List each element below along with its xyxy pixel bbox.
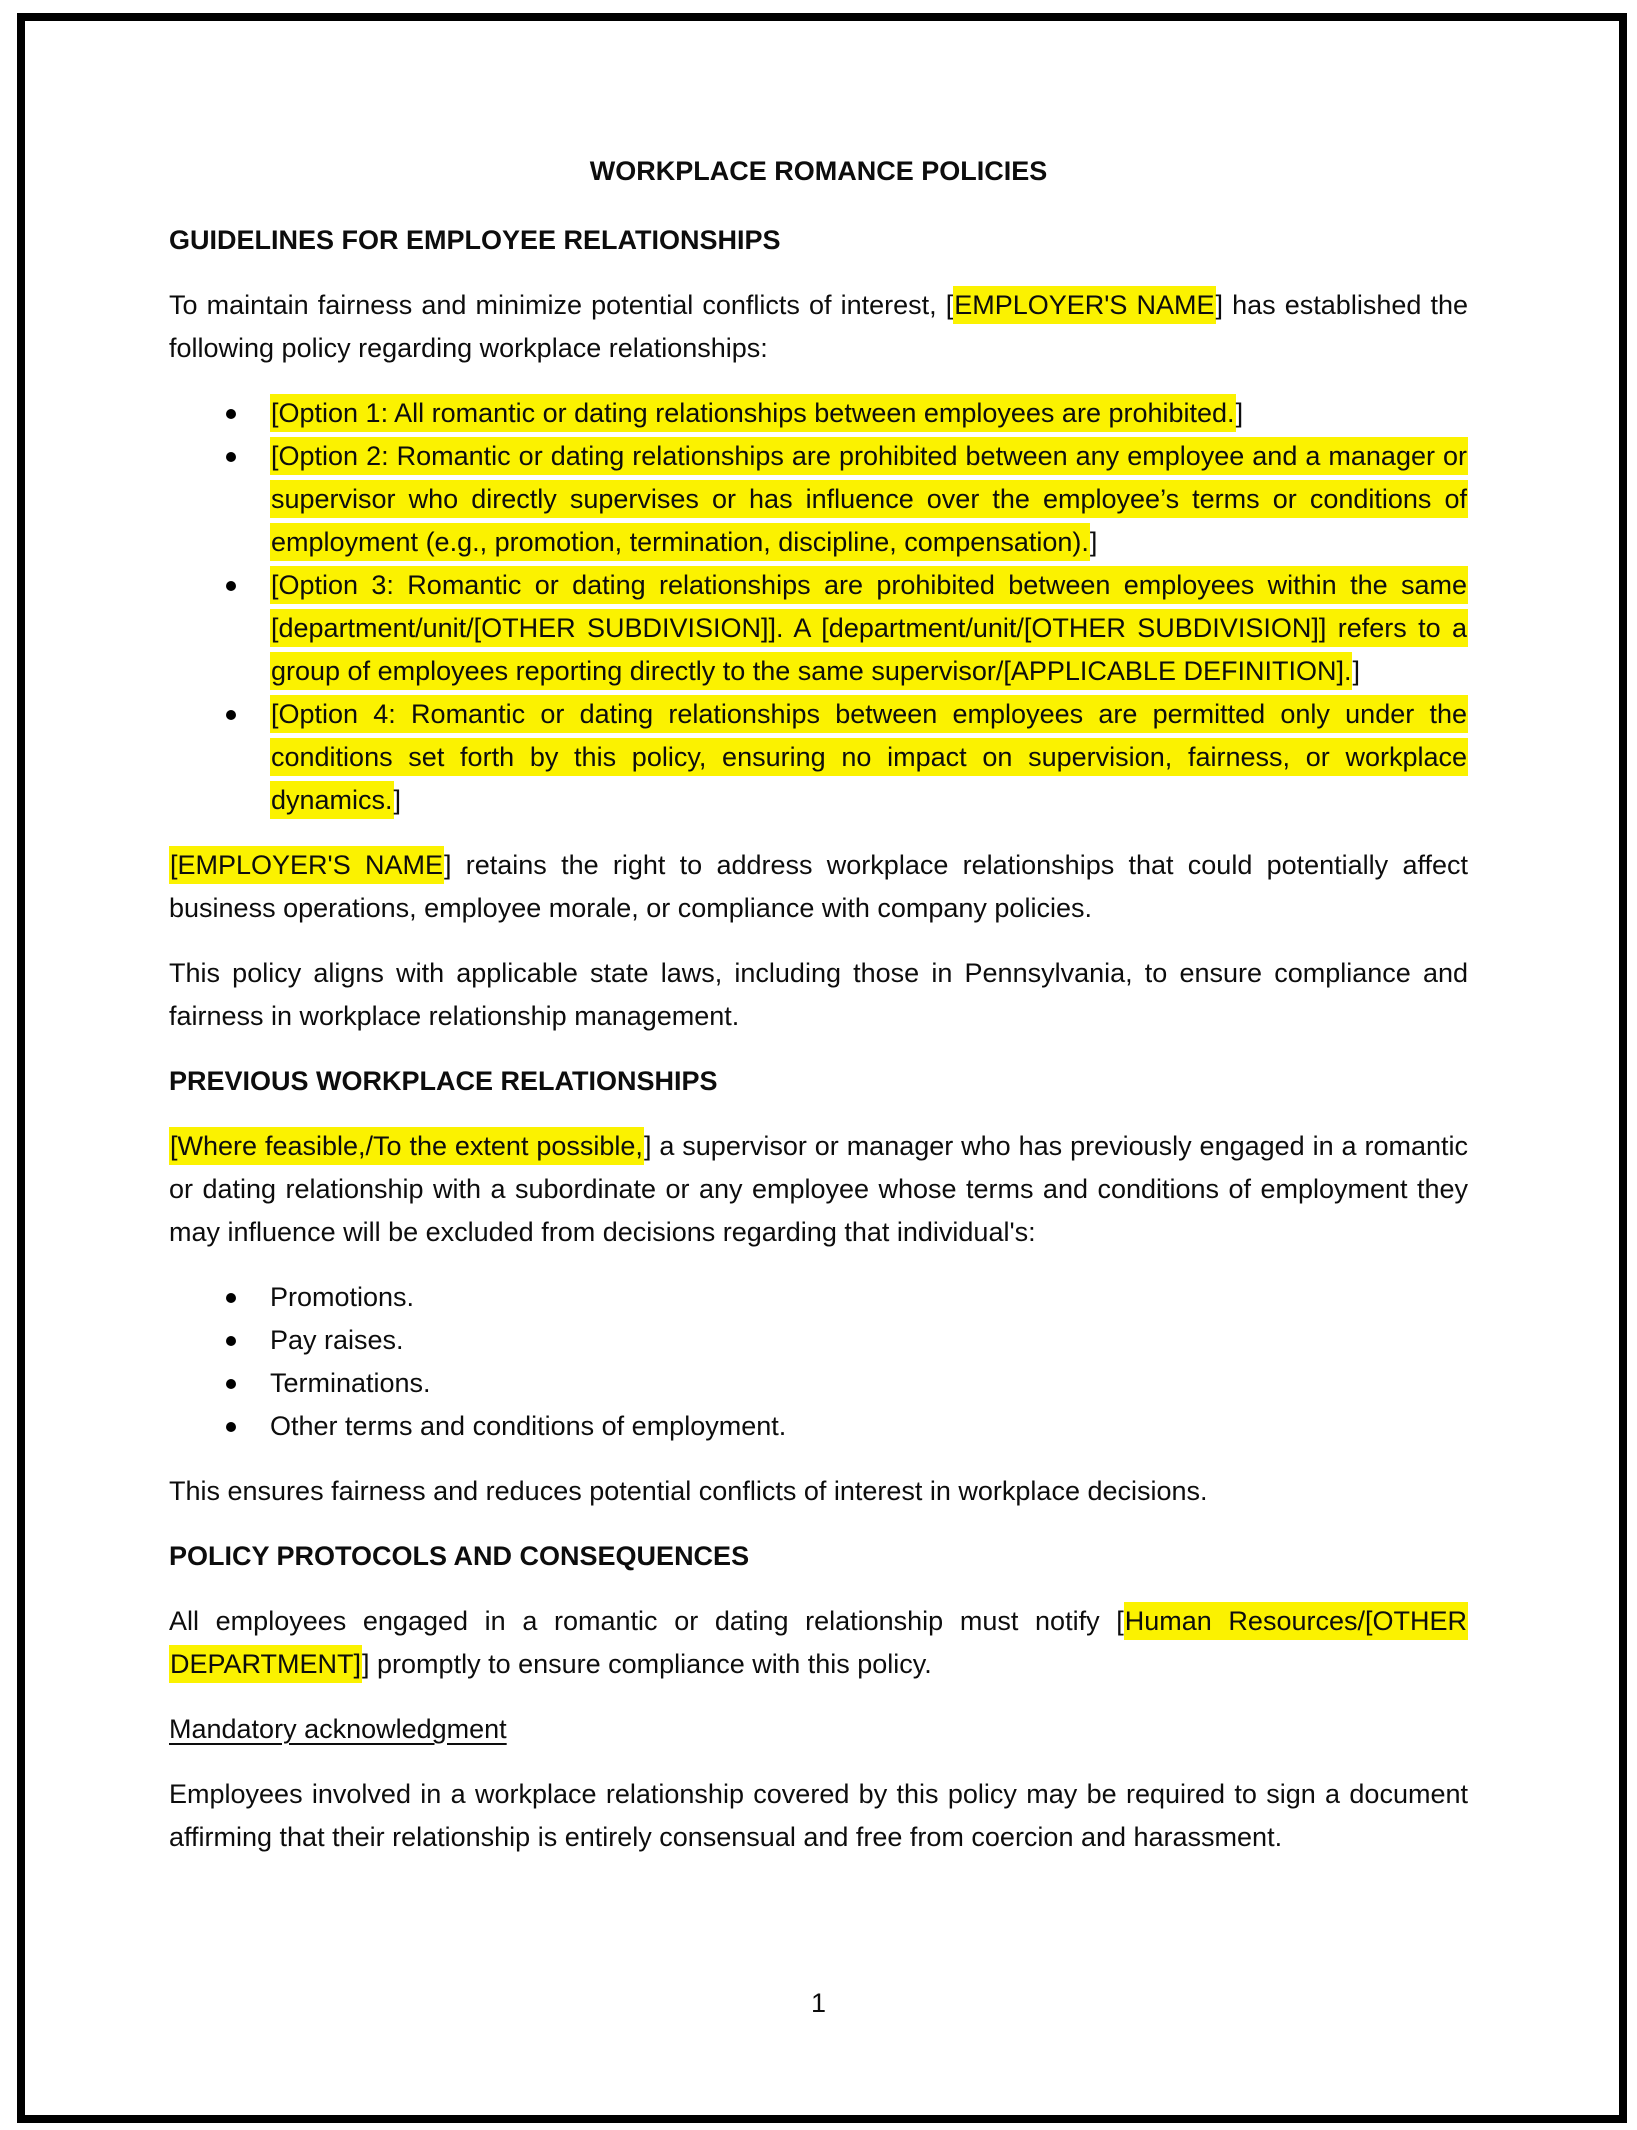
bullet-item xyxy=(169,1405,1468,1448)
paragraph xyxy=(169,1125,1468,1254)
text-run: Terminations. xyxy=(270,1368,431,1398)
paragraph xyxy=(169,1470,1468,1513)
text-run: Promotions. xyxy=(270,1282,415,1312)
bullet-item xyxy=(169,1276,1468,1319)
highlighted-text: Human Resources/[OTHER DEPARTMENT] xyxy=(169,1602,1468,1683)
highlighted-text: [Option 2: Romantic or dating relationships are prohibited between any employee and a manager or supervisor who directly supervises or has influence over the employee’s terms or conditions of employment (e.g., promotion, termination, discipline, compensation). xyxy=(270,437,1468,561)
text-run: Pay raises. xyxy=(270,1325,404,1355)
document-title: WORKPLACE ROMANCE POLICIES xyxy=(589,156,1048,186)
text-run: This policy aligns with applicable state laws, including those in Pennsylvania, to ensure compliance and fairness in workplace relationship management. xyxy=(169,958,1468,1031)
highlighted-text: [Where feasible,/To the extent possible, xyxy=(169,1127,644,1165)
bullet-item xyxy=(169,1319,1468,1362)
highlighted-text: EMPLOYER'S NAME xyxy=(953,286,1215,324)
paragraph xyxy=(169,284,1468,370)
bullet-list xyxy=(169,392,1468,822)
text-run: ] xyxy=(1089,527,1098,557)
text-run: ] xyxy=(1235,398,1244,428)
bullet-item xyxy=(169,564,1468,693)
highlighted-text: [EMPLOYER'S NAME xyxy=(169,846,444,884)
text-run: Employees involved in a workplace relationship covered by this policy may be required to sign a document affirming that their relationship is entirely consensual and free from coercion and harassment. xyxy=(169,1779,1468,1852)
document-content xyxy=(169,219,1468,1859)
bullet-item xyxy=(169,435,1468,564)
text-run: ] xyxy=(393,785,402,815)
paragraph xyxy=(169,1600,1468,1686)
paragraph xyxy=(169,952,1468,1038)
text-run: This ensures fairness and reduces potential conflicts of interest in workplace decisions. xyxy=(169,1476,1208,1506)
text-run: ] a supervisor or manager who has previously engaged in a romantic or dating relationship with a subordinate or any employee whose terms and conditions of employment they may influence will be excluded from decisions regarding that individual's: xyxy=(169,1131,1468,1247)
highlighted-text: [Option 3: Romantic or dating relationships are prohibited between employees within the same [department/unit/[OTHER SUBDIVISION]]. A [department/unit/[OTHER SUBDIVISION]] refers to a group of employees reporting directly to the same supervisor/[APPLICABLE DEFINITION]. xyxy=(270,566,1468,690)
section-heading: POLICY PROTOCOLS AND CONSEQUENCES xyxy=(169,1541,750,1571)
text-run: ] xyxy=(1352,656,1360,686)
highlighted-text: [Option 4: Romantic or dating relationships between employees are permitted only under the conditions set forth by this policy, ensuring no impact on supervision, fairness, or workplace dynamics. xyxy=(270,695,1468,819)
section-heading: GUIDELINES FOR EMPLOYEE RELATIONSHIPS xyxy=(169,225,781,255)
highlighted-text: [Option 1: All romantic or dating relationships between employees are prohibited. xyxy=(270,394,1236,432)
bullet-item xyxy=(169,392,1468,435)
text-run: ] has established the following policy regarding workplace relationships: xyxy=(169,290,1469,363)
bullet-item xyxy=(169,693,1468,822)
subheading-underlined: Mandatory acknowledgment xyxy=(169,1714,507,1744)
document-page xyxy=(169,150,1468,1881)
paragraph xyxy=(169,844,1468,930)
text-run: All employees engaged in a romantic or dating relationship must notify [ xyxy=(169,1606,1124,1636)
text-run: ] retains the right to address workplace relationships that could potentially affect business operations, employee morale, or compliance with company policies. xyxy=(169,850,1468,923)
bullet-item xyxy=(169,1362,1468,1405)
bullet-list xyxy=(169,1276,1468,1448)
text-run: ] promptly to ensure compliance with this policy. xyxy=(362,1649,932,1679)
paragraph xyxy=(169,1773,1468,1859)
page-number: 1 xyxy=(810,1988,827,2018)
text-run: To maintain fairness and minimize potential conflicts of interest, [ xyxy=(169,290,954,320)
text-run: Other terms and conditions of employment. xyxy=(270,1411,787,1441)
section-heading: PREVIOUS WORKPLACE RELATIONSHIPS xyxy=(169,1066,718,1096)
